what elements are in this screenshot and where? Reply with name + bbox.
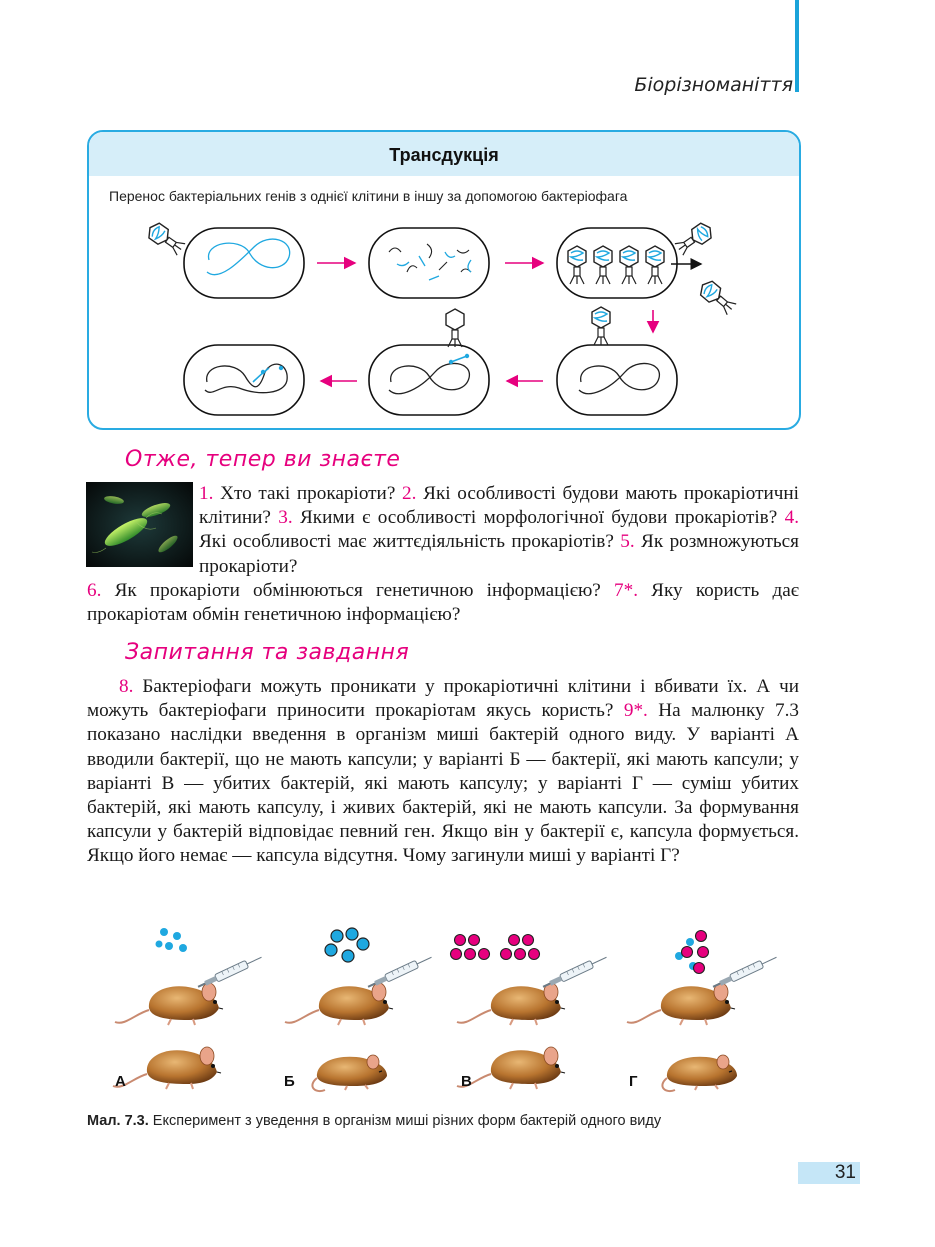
variant-a-mouse-result: [113, 1047, 221, 1089]
transduction-box: [87, 130, 801, 430]
transduction-title: Трансдукція: [89, 132, 799, 176]
running-title: Біорізноманіття: [634, 74, 793, 96]
variant-label-b: Б: [284, 1073, 295, 1090]
bacteria-photo: [86, 482, 193, 567]
cell-fragmented-dna: [369, 228, 489, 298]
variant-v-bacteria: [451, 935, 540, 960]
tasks-paragraph: 8. Бактеріофаги можуть проникати у прокаріотичні клітини і вбивати їх. А чи можуть бактеріофаги приносити прокаріотам якусь користь? 9*. На малюнку 7.3 показано наслідки введення в організм миші бактерій одного виду. У варіанті А вводили бактерії, що не мають капсули; у варіанті Б — бактерії, які мають капсули; у варіанті В — убитих бактерій, які мають капсулу; у варіанті Г — суміш убитих бактерій, які мають капсулу, і живих бактерій, які не мають капсули. За формування капсули у бактерій відповідає певний ген. Якщо він у бактерії є, капсула формується. Якщо його немає — капсула відсутня. Чому загинули миші у варіанті Г?: [87, 676, 800, 867]
variant-label-g: Г: [629, 1073, 638, 1090]
variant-g-syringe: [711, 954, 778, 991]
variant-g-mouse-result-dead: [662, 1055, 737, 1091]
variant-g-bacteria: [675, 931, 709, 974]
summary-paragraph-indented: 1. Хто такі прокаріоти? 2. Які особливості будови мають прокаріотичні клітини? 3. Якими є особливості морфологічної будови прокаріотів? 4. Які особливості має життєдіяльність прокаріотів? 5. Як розмножуються прокаріоти?: [199, 483, 799, 577]
mice-experiment-figure: [87, 922, 799, 1102]
variant-v-mouse-result: [457, 1047, 565, 1089]
cell-recombinant: [184, 345, 304, 415]
variant-label-a: А: [115, 1073, 126, 1090]
variant-a-bacteria: [156, 928, 188, 952]
variant-b-syringe: [366, 954, 433, 991]
variant-b-mouse-result-dead: [312, 1055, 387, 1091]
cell-dna-injected: [369, 345, 489, 415]
variant-v-mouse-alive-top: [457, 983, 565, 1025]
variant-b-mouse-alive-top: [285, 983, 393, 1025]
transduction-subtitle: Перенос бактеріальних генів з однієї клітини в іншу за допомогою бактеріофага: [109, 188, 628, 204]
summary-paragraph-full: 6. Як прокаріоти обмінюються генетичною інформацією? 7*. Яку користь дає прокаріотам обмін генетичною інформацією?: [87, 580, 799, 626]
variant-label-v: В: [461, 1073, 472, 1090]
variant-a-syringe: [196, 954, 263, 991]
tasks-title: Запитання та завдання: [125, 640, 410, 665]
figure-caption: Мал. 7.3. Експеримент з уведення в організм миші різних форм бактерій одного виду: [87, 1113, 662, 1129]
variant-b-bacteria: [325, 928, 369, 962]
header-accent-bar: [795, 0, 799, 92]
variant-a-mouse-alive-top: [115, 983, 223, 1025]
variant-v-syringe: [541, 954, 608, 991]
transduction-diagram: [89, 132, 799, 428]
summary-title: Отже, тепер ви знаєте: [125, 447, 401, 472]
variant-g-mouse-alive-top: [627, 983, 735, 1025]
page-number: 31: [798, 1162, 860, 1184]
